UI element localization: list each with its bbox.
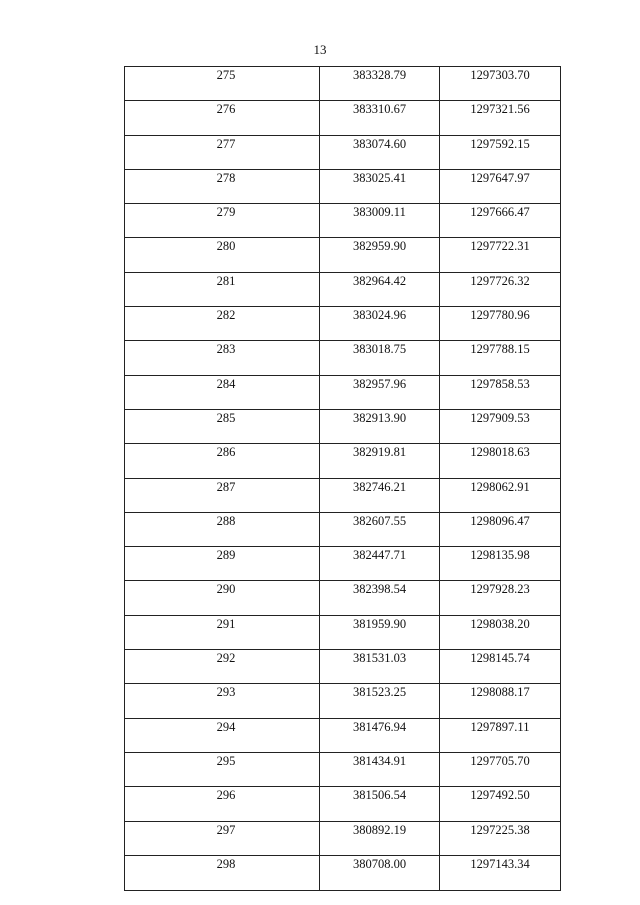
y-coordinate-cell: 1298096.47 [440,512,561,546]
table-row [125,101,561,135]
y-coordinate-cell: 1297705.70 [440,752,561,786]
table-row [125,718,561,752]
table-row [125,409,561,443]
point-number-cell: 286 [125,444,320,478]
x-coordinate-cell: 383074.60 [320,135,440,169]
y-coordinate-cell: 1297726.32 [440,272,561,306]
point-number-cell: 280 [125,238,320,272]
table-row [125,375,561,409]
y-coordinate-cell: 1297321.56 [440,101,561,135]
y-coordinate-cell: 1298038.20 [440,615,561,649]
point-number-cell: 295 [125,752,320,786]
y-coordinate-cell: 1297225.38 [440,821,561,855]
x-coordinate-cell: 383310.67 [320,101,440,135]
y-coordinate-cell: 1298062.91 [440,478,561,512]
table-row [125,204,561,238]
y-coordinate-cell: 1297858.53 [440,375,561,409]
y-coordinate-cell: 1298088.17 [440,684,561,718]
point-number-cell: 289 [125,547,320,581]
table-row [125,855,561,890]
table-row [125,67,561,101]
page-number: 13 [313,42,327,57]
x-coordinate-cell: 383025.41 [320,169,440,203]
table-row [125,444,561,478]
x-coordinate-cell: 380708.00 [320,855,440,890]
table-row [125,752,561,786]
y-coordinate-cell: 1297143.34 [440,855,561,890]
point-number-cell: 288 [125,512,320,546]
x-coordinate-cell: 381506.54 [320,787,440,821]
y-coordinate-cell: 1297592.15 [440,135,561,169]
x-coordinate-cell: 381959.90 [320,615,440,649]
point-number-cell: 278 [125,169,320,203]
table-row [125,821,561,855]
x-coordinate-cell: 381523.25 [320,684,440,718]
point-number-cell: 294 [125,718,320,752]
point-number-cell: 298 [125,855,320,890]
x-coordinate-cell: 382607.55 [320,512,440,546]
x-coordinate-cell: 381531.03 [320,650,440,684]
y-coordinate-cell: 1297722.31 [440,238,561,272]
point-number-cell: 297 [125,821,320,855]
x-coordinate-cell: 383009.11 [320,204,440,238]
x-coordinate-cell: 381434.91 [320,752,440,786]
y-coordinate-cell: 1297492.50 [440,787,561,821]
point-number-cell: 277 [125,135,320,169]
x-coordinate-cell: 383024.96 [320,307,440,341]
y-coordinate-cell: 1298135.98 [440,547,561,581]
x-coordinate-cell: 382913.90 [320,409,440,443]
point-number-cell: 276 [125,101,320,135]
x-coordinate-cell: 383328.79 [320,67,440,101]
point-number-cell: 293 [125,684,320,718]
x-coordinate-cell: 381476.94 [320,718,440,752]
table-row [125,512,561,546]
table-row [125,684,561,718]
x-coordinate-cell: 382957.96 [320,375,440,409]
x-coordinate-cell: 382746.21 [320,478,440,512]
y-coordinate-cell: 1297647.97 [440,169,561,203]
point-number-cell: 292 [125,650,320,684]
point-number-cell: 282 [125,307,320,341]
point-number-cell: 296 [125,787,320,821]
table-row [125,650,561,684]
table-row [125,341,561,375]
table-row [125,547,561,581]
x-coordinate-cell: 382919.81 [320,444,440,478]
table-row [125,787,561,821]
point-number-cell: 287 [125,478,320,512]
table-row [125,272,561,306]
x-coordinate-cell: 382959.90 [320,238,440,272]
table-row [125,135,561,169]
table-row [125,615,561,649]
y-coordinate-cell: 1297303.70 [440,67,561,101]
y-coordinate-cell: 1298018.63 [440,444,561,478]
table-row [125,581,561,615]
point-number-cell: 285 [125,409,320,443]
y-coordinate-cell: 1297788.15 [440,341,561,375]
x-coordinate-cell: 382447.71 [320,547,440,581]
x-coordinate-cell: 383018.75 [320,341,440,375]
coordinates-table-body [125,67,561,891]
point-number-cell: 275 [125,67,320,101]
point-number-cell: 281 [125,272,320,306]
point-number-cell: 279 [125,204,320,238]
y-coordinate-cell: 1298145.74 [440,650,561,684]
table-row [125,169,561,203]
y-coordinate-cell: 1297666.47 [440,204,561,238]
y-coordinate-cell: 1297780.96 [440,307,561,341]
x-coordinate-cell: 380892.19 [320,821,440,855]
point-number-cell: 284 [125,375,320,409]
point-number-cell: 290 [125,581,320,615]
table-row [125,238,561,272]
table-row [125,307,561,341]
y-coordinate-cell: 1297928.23 [440,581,561,615]
table-row [125,478,561,512]
y-coordinate-cell: 1297897.11 [440,718,561,752]
y-coordinate-cell: 1297909.53 [440,409,561,443]
x-coordinate-cell: 382964.42 [320,272,440,306]
x-coordinate-cell: 382398.54 [320,581,440,615]
point-number-cell: 283 [125,341,320,375]
point-number-cell: 291 [125,615,320,649]
coordinates-table [124,66,561,891]
